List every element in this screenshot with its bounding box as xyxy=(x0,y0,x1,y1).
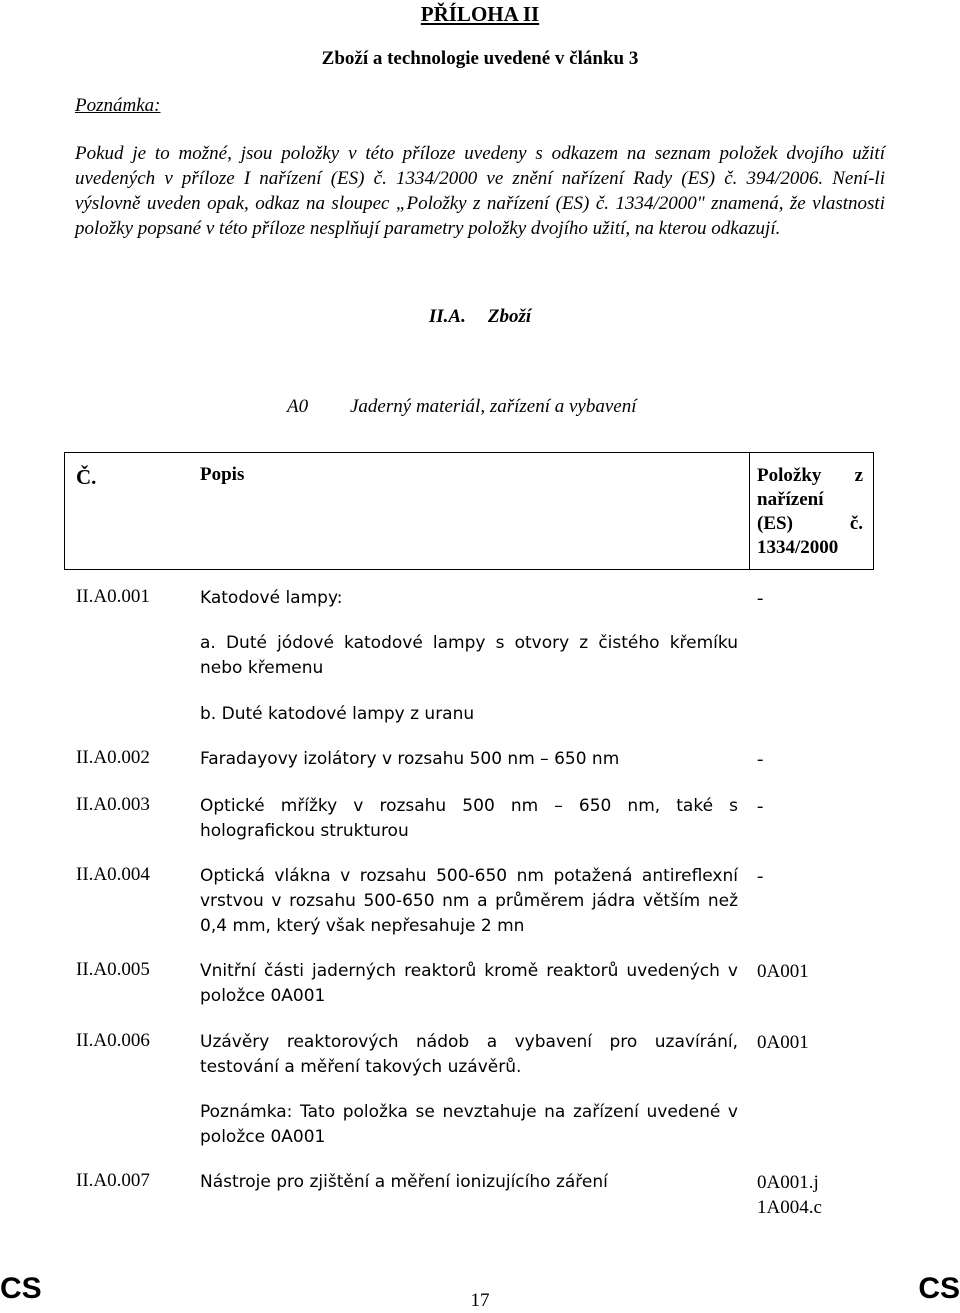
section-heading xyxy=(0,306,960,328)
row-description: Optické mřížky v rozsahu 500 nm – 650 nm, také s holografickou strukturou xyxy=(200,796,738,841)
page-number: 17 xyxy=(470,1290,490,1311)
row-reference-line: 0A001.j xyxy=(757,1172,819,1193)
row-reference: 0A001 xyxy=(757,1032,809,1053)
header-reference-word: Položky xyxy=(757,465,822,486)
row-note: Poznámka: Tato položka se nevztahuje na zařízení uvedené v položce 0A001 xyxy=(200,1102,738,1147)
section-code: II.A. xyxy=(428,306,466,327)
header-reference-word: č. xyxy=(849,513,863,534)
header-number: Č. xyxy=(76,465,97,489)
row-number: II.A0.005 xyxy=(76,959,150,980)
table-header-divider xyxy=(749,453,750,569)
table-header xyxy=(64,452,874,570)
row-number: II.A0.003 xyxy=(76,794,150,815)
row-description: Nástroje pro zjištění a měření ionizujícího záření xyxy=(200,1172,608,1192)
row-description: Faradayovy izolátory v rozsahu 500 nm – 650 nm xyxy=(200,749,620,769)
row-reference xyxy=(757,1170,822,1220)
header-description: Popis xyxy=(200,464,245,485)
annex-subtitle: Zboží a technologie uvedené v článku 3 xyxy=(321,48,639,69)
section-title: Zboží xyxy=(487,306,532,327)
row-subitem: a. Duté jódové katodové lampy s otvory z čistého křemíku nebo křemenu xyxy=(200,633,738,678)
note-label: Poznámka: xyxy=(75,95,161,116)
row-reference: - xyxy=(757,749,764,770)
row-description: Katodové lampy: xyxy=(200,588,343,608)
row-description: Uzávěry reaktorových nádob a vybavení pro uzavírání, testování a měření takových uzávěrů. xyxy=(200,1032,738,1077)
row-number: II.A0.004 xyxy=(76,864,150,885)
header-reference-word: z xyxy=(854,465,863,486)
header-reference-line: 1334/2000 xyxy=(757,537,839,558)
header-reference-line: nařízení xyxy=(757,489,824,510)
row-reference: - xyxy=(757,866,764,887)
row-description: Optická vlákna v rozsahu 500-650 nm potažená antireflexní vrstvou v rozsahu 500-650 nm a průměrem jádra větším než 0,4 mm, který však nepřesahuje 2 mn xyxy=(200,866,738,936)
row-number: II.A0.006 xyxy=(76,1030,150,1051)
category-code: A0 xyxy=(287,396,309,417)
row-reference: - xyxy=(757,588,764,609)
row-description: Vnitřní části jaderných reaktorů kromě reaktorů uvedených v položce 0A001 xyxy=(200,961,738,1006)
row-number: II.A0.002 xyxy=(76,747,150,768)
row-reference: 0A001 xyxy=(757,961,809,982)
row-number: II.A0.007 xyxy=(76,1170,150,1191)
annex-title: PŘÍLOHA II xyxy=(420,2,540,26)
header-reference xyxy=(757,464,863,560)
row-reference: - xyxy=(757,796,764,817)
category-title: Jaderný materiál, zařízení a vybavení xyxy=(350,396,637,417)
row-reference-line: 1A004.c xyxy=(757,1197,822,1218)
row-number: II.A0.001 xyxy=(76,586,150,607)
row-subitem: b. Duté katodové lampy z uranu xyxy=(200,704,475,724)
footer-language-mark: CS xyxy=(0,1272,42,1305)
footer-language-mark: CS xyxy=(918,1272,960,1305)
header-reference-word: (ES) xyxy=(757,513,793,534)
note-text: Pokud je to možné, jsou položky v této příloze uvedeny s odkazem na seznam položek dvojího užití uvedených v příloze I nařízení (ES) č. 1334/2000 ve znění nařízení Rady (ES) č. 394/2006. Není-li výslovně uveden opak, odkaz na sloupec „Položky z nařízení (ES) č. 1334/2000" znamená, že vlastnosti položky popsané v této příloze nesplňují parametry položky dvojího užití, na kterou odkazují. xyxy=(75,143,885,239)
